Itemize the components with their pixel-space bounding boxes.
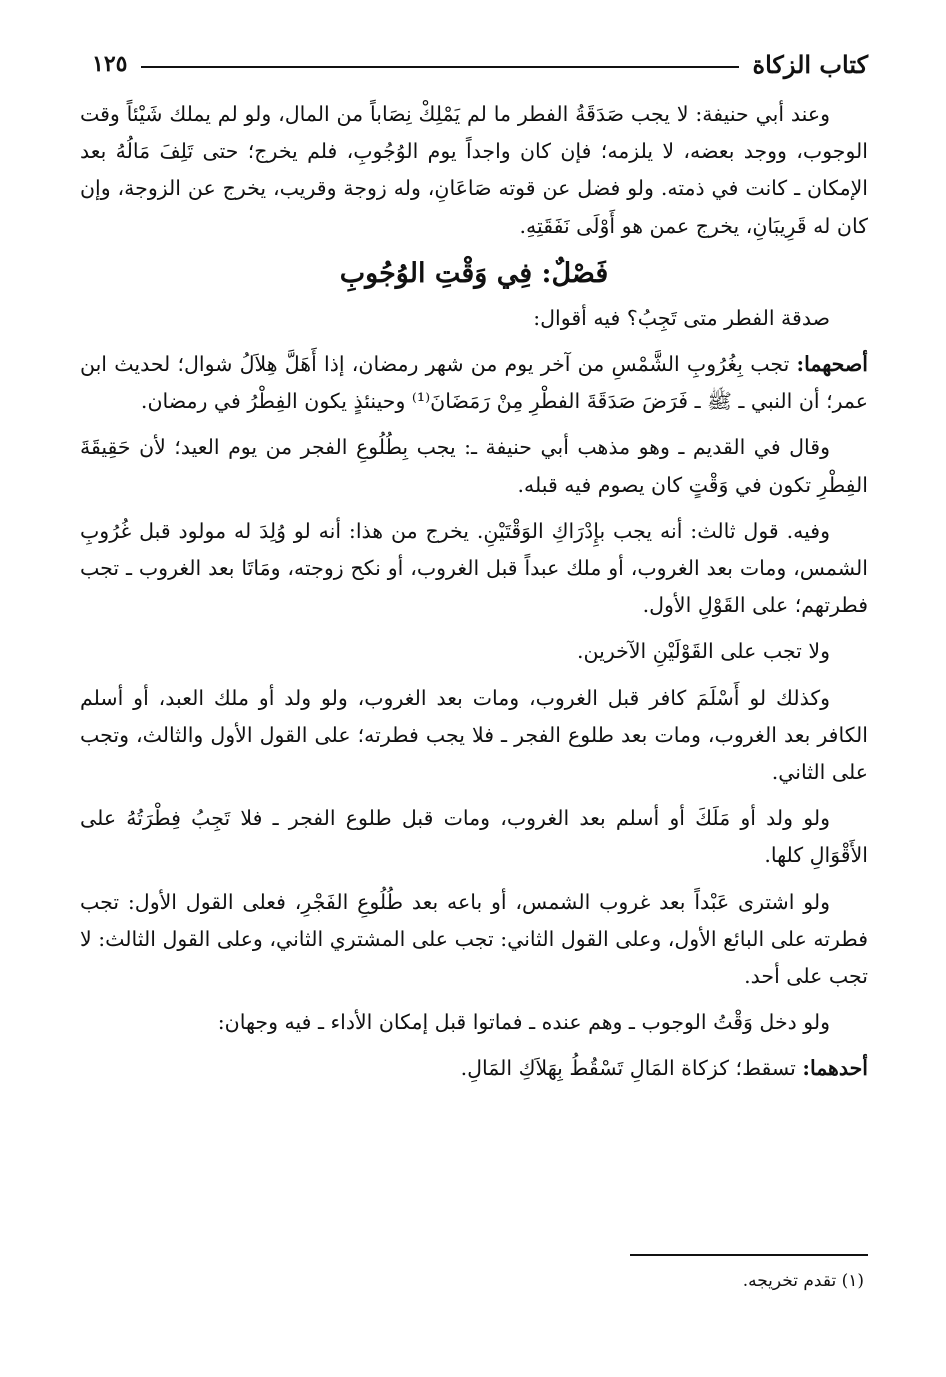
paragraph: وفيه. قول ثالث: أنه يجب بإِدْرَاكِ الوَقْتَيْنِ. يخرج من هذا: أنه لو وُلِدَ له مولود قبل غُرُوبِ الشمس، ومات بعد الغروب، أو ملك عبداً قبل الغروب، أو نكح زوجته، ومَاتَا بعد الغروب ـ تجب فطرتهم؛ على القَوْلِ الأول.: [80, 518, 868, 618]
paragraph: ولا تجب على القَوْلَيْنِ الآخرين.: [577, 639, 830, 664]
paragraph-lead: أحدهما:: [802, 1056, 868, 1081]
paragraph-lead: أصحهما:: [796, 352, 868, 377]
paragraph: [80, 346, 868, 420]
paragraph: صدقة الفطر متى تَجِبُ؟ فيه أقوال:: [533, 305, 830, 330]
paragraph-text: تسقط؛ كزكاة المَالِ تَسْقُطُ بِهَلاَكِ المَالِ.: [460, 1056, 796, 1081]
paragraph: وعند أبي حنيفة: لا يجب صَدَقَةُ الفطر ما لم يَمْلِكْ نِصَاباً من المال، ولو لم يملك شَيْئاً وقت الوجوب، ووجد بعضه، لا يلزمه؛ فإن كان واجداً يوم الوُجُوبِ، فلم يخرج؛ حتى تَلِفَ مَالُهُ بعد الإمكان ـ كانت في ذمته. ولو فضل عن قوته صَاعَانِ، وله زوجة وقريب، يخرج عن الزوجة، وإن كان له قَرِيبَانِ، يخرج عمن هو أَوْلَى نَفَقَتِهِ.: [80, 102, 868, 238]
header-rule: [141, 66, 738, 68]
section-title: فَصْلٌ: فِي وَقْتِ الوُجُوبِ: [339, 257, 609, 289]
paragraph-text: تجب بِغُرُوبِ الشَّمْسِ من آخر يوم من شهر رمضان، إذا أَهَلَّ هِلاَلُ شوال؛ لحديث ابن عمر؛ أن النبي ـ ﷺ ـ فَرَضَ صَدَقَةَ الفطْرِ مِنْ رَمَضَانَ⁽¹⁾ وحينئذٍ يكون الفِطْرُ في رمضان.: [80, 352, 868, 414]
paragraph: ولو ولد أو مَلَكَ أو أسلم بعد الغروب، ومات قبل طلوع الفجر ـ فلا تَجِبُ فِطْرَتُهُ على الأَقْوَالِ كلها.: [80, 806, 868, 868]
paragraph: وقال في القديم ـ وهو مذهب أبي حنيفة ـ: يجب بِطُلُوعِ الفجر من يوم العيد؛ لأن حَقِيقَةَ الفِطْرِ تكون في وَقْتٍ كان يصوم فيه قبله.: [80, 435, 868, 497]
paragraph: ولو اشترى عَبْداً بعد غروب الشمس، أو باعه بعد طُلُوعِ الفَجْرِ، فعلى القول الأول: تجب فطرته على البائع الأول، وعلى القول الثاني: تجب على المشتري الثاني، وعلى القول الثالث: لا تجب على أحد.: [80, 889, 868, 989]
footnote-separator: [630, 1254, 868, 1256]
paragraph: وكذلك لو أَسْلَمَ كافر قبل الغروب، ومات بعد الغروب، ولو ولد أو ملك العبد، أو أسلم الكافر بعد الغروب، ومات بعد طلوع الفجر ـ فلا يجب فطرته؛ على القول الأول والثالث، وتجب على الثاني.: [80, 685, 868, 785]
paragraph: ولو دخل وَقْتُ الوجوب ـ وهم عنده ـ فماتوا قبل إمكان الأداء ـ فيه وجهان:: [217, 1010, 830, 1035]
page-body: [80, 96, 868, 1097]
paragraph: [80, 1050, 868, 1087]
page-header: [92, 44, 868, 84]
footnotes: [80, 1254, 868, 1296]
book-title: كتاب الزكاة: [752, 49, 868, 79]
page-number: ١٢٥: [92, 51, 128, 77]
footnote: (١) تقدم تخريجه.: [742, 1271, 864, 1291]
